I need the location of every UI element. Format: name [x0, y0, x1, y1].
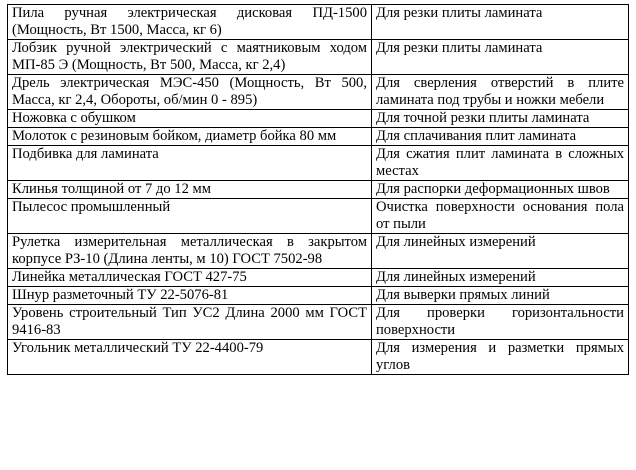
purpose-cell: Для распорки деформационных швов	[372, 181, 629, 199]
tools-table	[7, 4, 629, 375]
table-row	[8, 5, 629, 40]
table-row	[8, 181, 629, 199]
purpose-cell: Для линейных измерений	[372, 234, 629, 269]
purpose-cell: Для измерения и разметки прямых углов	[372, 340, 629, 375]
purpose-cell: Для сжатия плит ламината в сложных местах	[372, 146, 629, 181]
purpose-cell: Для проверки горизонтальности поверхности	[372, 305, 629, 340]
purpose-cell: Для сплачивания плит ламината	[372, 128, 629, 146]
tool-cell: Дрель электрическая МЭС-450 (Мощность, Вт 500, Масса, кг 2,4, Обороты, об/мин 0 - 895)	[8, 75, 372, 110]
tool-cell: Молоток с резиновым бойком, диаметр бойка 80 мм	[8, 128, 372, 146]
purpose-cell: Для резки плиты ламината	[372, 5, 629, 40]
tool-cell: Подбивка для ламината	[8, 146, 372, 181]
purpose-cell: Очистка поверхности основания пола от пыли	[372, 199, 629, 234]
tool-cell: Рулетка измерительная металлическая в закрытом корпусе РЗ-10 (Длина ленты, м 10) ГОСТ 7502-98	[8, 234, 372, 269]
table-row	[8, 40, 629, 75]
table-row	[8, 75, 629, 110]
tool-cell: Угольник металлический ТУ 22-4400-79	[8, 340, 372, 375]
tool-cell: Шнур разметочный ТУ 22-5076-81	[8, 287, 372, 305]
tool-cell: Пылесос промышленный	[8, 199, 372, 234]
table-row	[8, 146, 629, 181]
tool-cell: Уровень строительный Тип УС2 Длина 2000 мм ГОСТ 9416-83	[8, 305, 372, 340]
table-row	[8, 269, 629, 287]
table-row	[8, 234, 629, 269]
document-page	[7, 4, 628, 375]
tool-cell: Пила ручная электрическая дисковая ПД-1500 (Мощность, Вт 1500, Масса, кг 6)	[8, 5, 372, 40]
purpose-cell: Для резки плиты ламината	[372, 40, 629, 75]
tool-cell: Клинья толщиной от 7 до 12 мм	[8, 181, 372, 199]
purpose-cell: Для выверки прямых линий	[372, 287, 629, 305]
table-row	[8, 340, 629, 375]
table-row	[8, 199, 629, 234]
purpose-cell: Для точной резки плиты ламината	[372, 110, 629, 128]
table-row	[8, 287, 629, 305]
table-row	[8, 110, 629, 128]
table-row	[8, 128, 629, 146]
purpose-cell: Для сверления отверстий в плите ламината под трубы и ножки мебели	[372, 75, 629, 110]
tool-cell: Лобзик ручной электрический с маятниковым ходом МП-85 Э (Мощность, Вт 500, Масса, кг 2,4)	[8, 40, 372, 75]
tool-cell: Линейка металлическая ГОСТ 427-75	[8, 269, 372, 287]
purpose-cell: Для линейных измерений	[372, 269, 629, 287]
table-row	[8, 305, 629, 340]
tool-cell: Ножовка с обушком	[8, 110, 372, 128]
